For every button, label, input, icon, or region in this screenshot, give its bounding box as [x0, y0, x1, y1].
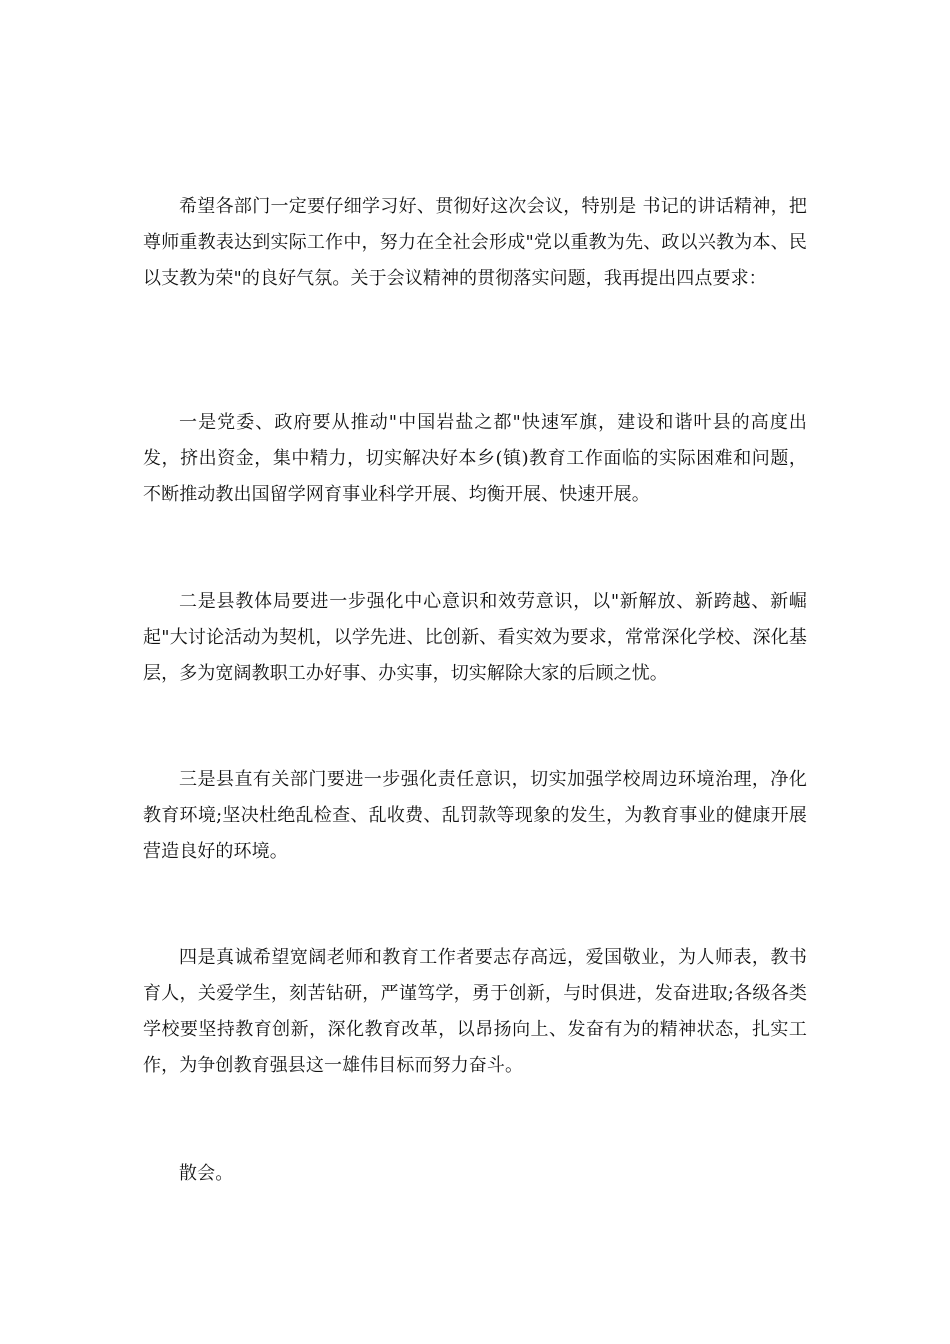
paragraph-requirements-intro: 希望各部门一定要仔细学习好、贯彻好这次会议，特别是 书记的讲话精神，把尊师重教表达到实际工作中，努力在全社会形成"党以重教为先、政以兴教为本、民以支教为荣"的良好气氛。关于会议精神的贯彻落实问题，我再提出四点要求： — [143, 196, 807, 289]
paragraph-requirement-three: 三是县直有关部门要进一步强化责任意识，切实加强学校周边环境治理，净化教育环境;坚决杜绝乱检查、乱收费、乱罚款等现象的发生，为教育事业的健康开展营造良好的环境。 — [143, 769, 807, 862]
paragraph-closing: 散会。 — [179, 1163, 234, 1184]
paragraph-requirement-two: 二是县教体局要进一步强化中心意识和效劳意识，以"新解放、新跨越、新崛起"大讨论活动为契机，以学先进、比创新、看实效为要求，常常深化学校、深化基层，多为宽阔教职工办好事、办实事，切实解除大家的后顾之忧。 — [143, 591, 807, 684]
paragraph-requirement-four: 四是真诚希望宽阔老师和教育工作者要志存高远，爱国敬业，为人师表，教书育人，关爱学生，刻苦钻研，严谨笃学，勇于创新，与时俱进，发奋进取;各级各类学校要坚持教育创新，深化教育改革，以昂扬向上、发奋有为的精神状态，扎实工作，为争创教育强县这一雄伟目标而努力奋斗。 — [143, 947, 807, 1076]
paragraph-requirement-one: 一是党委、政府要从推动"中国岩盐之都"快速军旗，建设和谐叶县的高度出发，挤出资金，集中精力，切实解决好本乡(镇)教育工作面临的实际困难和问题，不断推动教出国留学网育事业科学开展、均衡开展、快速开展。 — [143, 412, 807, 505]
